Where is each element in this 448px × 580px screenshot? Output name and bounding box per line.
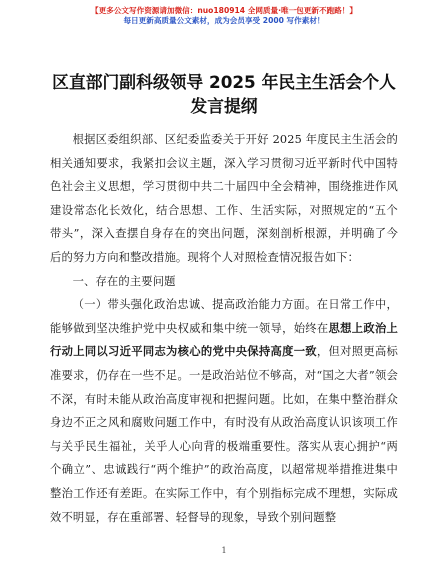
paragraph-text-continued: ，但对照更高标准要求，仍存在一些不足。一是政治站位不够高，对“国之大者”领会不深，有时未能从政治高度审视和把握问题。比如，在集中整治群众身边不正之风和腐败问题工作中，有时没有从政治高度认识该项工作与关乎民生福祉，关乎人心向背的极端重要性。落实从衷心拥护“两个确立”、忠诚践行“两个维护”的政治高度，以超常规举措推进集中整治工作还有差距。在实际工作中，有个别指标完成不理想，实际成效不明显，存在重部署、轻督导的现象，导致个别问题整	[50, 345, 398, 524]
promo-banner-line1: 【更多公文写作资源请加微信：nuo180914 全网质量·唯一包更新不跑路！】	[91, 6, 357, 15]
page-number: 1	[221, 546, 227, 555]
document-title: 区直部门副科级领导 2025 年民主生活会个人发言提纲	[52, 72, 396, 116]
promo-banner-line2: 每日更新高质量公文素材，成为会员享受 2000 写作素材！	[123, 16, 325, 25]
document-body	[50, 128, 398, 529]
section-heading: 一、存在的主要问题	[72, 274, 176, 288]
paragraph-text: （一）带头强化政治忠诚、提高政治能力方面。在日常工作中，能够做到坚决维护党中央权威和集中统一领导，始终在	[50, 298, 398, 335]
promo-banner	[0, 6, 448, 26]
intro-paragraph: 根据区委组织部、区纪委监委关于开好 2025 年度民主生活会的相关通知要求，我紧扣会议主题，深入学习贯彻习近平新时代中国特色社会主义思想，学习贯彻中共二十届四中全会精神，围绕推进作风建设常态化长效化，结合思想、工作、生活实际，对照规定的“五个带头”，深入查摆自身存在的突出问题，深刻剖析根源，并明确了今后的努力方向和整改措施。现将个人对照检查情况报告如下：	[50, 133, 398, 264]
paragraph-political-loyalty	[50, 293, 398, 529]
bold-emphasis: 思想上政治上行动上同以习近平同志为核心的党中央保持高度一致	[50, 320, 399, 359]
